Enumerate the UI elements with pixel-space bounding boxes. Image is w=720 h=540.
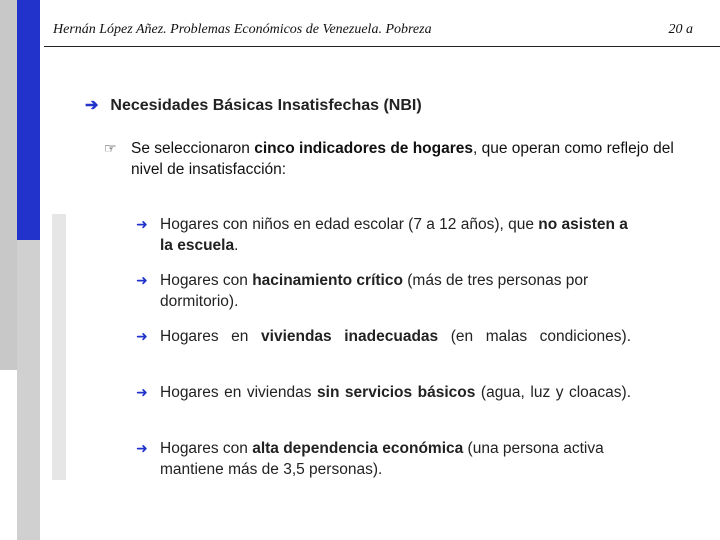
left-gray-bar-lower bbox=[17, 240, 40, 540]
intro-part1: Se seleccionaron bbox=[131, 140, 255, 157]
inner-gray-bar bbox=[52, 214, 66, 480]
indicator-pre: Hogares con niños en edad escolar (7 a 12 años), que bbox=[160, 216, 539, 233]
indicator-bold: alta dependencia económica bbox=[252, 440, 464, 457]
arrow-bullet-icon: ➜ bbox=[136, 384, 148, 400]
indicator-pre: Hogares con bbox=[160, 272, 253, 289]
right-arrow-icon: ➔ bbox=[85, 97, 99, 114]
intro-bold: cinco indicadores de hogares bbox=[254, 140, 474, 157]
indicator-bold: hacinamiento crítico bbox=[252, 272, 403, 289]
slide-header bbox=[53, 22, 693, 44]
header-title: Hernán López Añez. Problemas Económicos de Venezuela. Pobreza bbox=[53, 22, 432, 37]
indicator-text bbox=[160, 214, 631, 256]
intro-part2: , que operan como reflejo del nivel de insatisfacción: bbox=[131, 140, 674, 178]
frame-divider bbox=[40, 46, 44, 540]
indicator-pre: Hogares en viviendas bbox=[160, 384, 318, 401]
pointing-hand-icon: ☞ bbox=[104, 140, 117, 156]
arrow-bullet-icon: ➜ bbox=[136, 440, 148, 456]
indicator-text bbox=[160, 382, 631, 403]
indicator-item bbox=[136, 438, 631, 480]
left-blue-bar bbox=[17, 0, 40, 240]
page-number: 20 a bbox=[668, 22, 693, 37]
indicator-post: (una persona activa mantiene más de 3,5 personas). bbox=[160, 440, 604, 478]
indicator-post: (agua, luz y cloacas). bbox=[475, 384, 631, 401]
indicator-text bbox=[160, 326, 631, 347]
indicator-pre: Hogares en bbox=[160, 328, 262, 345]
indicator-post: . bbox=[234, 237, 239, 254]
arrow-bullet-icon: ➜ bbox=[136, 328, 148, 344]
intro-text bbox=[131, 138, 684, 180]
indicator-text bbox=[160, 270, 631, 312]
indicator-item bbox=[136, 214, 631, 256]
indicator-text bbox=[160, 438, 631, 480]
arrow-bullet-icon: ➜ bbox=[136, 216, 148, 232]
indicator-bold: no asisten a la escuela bbox=[160, 216, 628, 254]
indicator-pre: Hogares con bbox=[160, 440, 253, 457]
section-heading bbox=[85, 95, 422, 115]
indicator-post: (en malas condiciones). bbox=[438, 328, 631, 345]
left-gray-bar bbox=[0, 0, 17, 370]
heading-text: Necesidades Básicas Insatisfechas (NBI) bbox=[110, 97, 422, 114]
arrow-bullet-icon: ➜ bbox=[136, 272, 148, 288]
indicator-item bbox=[136, 382, 631, 403]
intro-paragraph bbox=[104, 138, 684, 180]
indicator-item bbox=[136, 326, 631, 347]
header-rule bbox=[44, 46, 720, 47]
indicator-bold: viviendas inadecuadas bbox=[261, 328, 439, 345]
indicator-item bbox=[136, 270, 631, 312]
indicator-post: (más de tres personas por dormitorio). bbox=[160, 272, 589, 310]
indicator-bold: sin servicios básicos bbox=[317, 384, 476, 401]
